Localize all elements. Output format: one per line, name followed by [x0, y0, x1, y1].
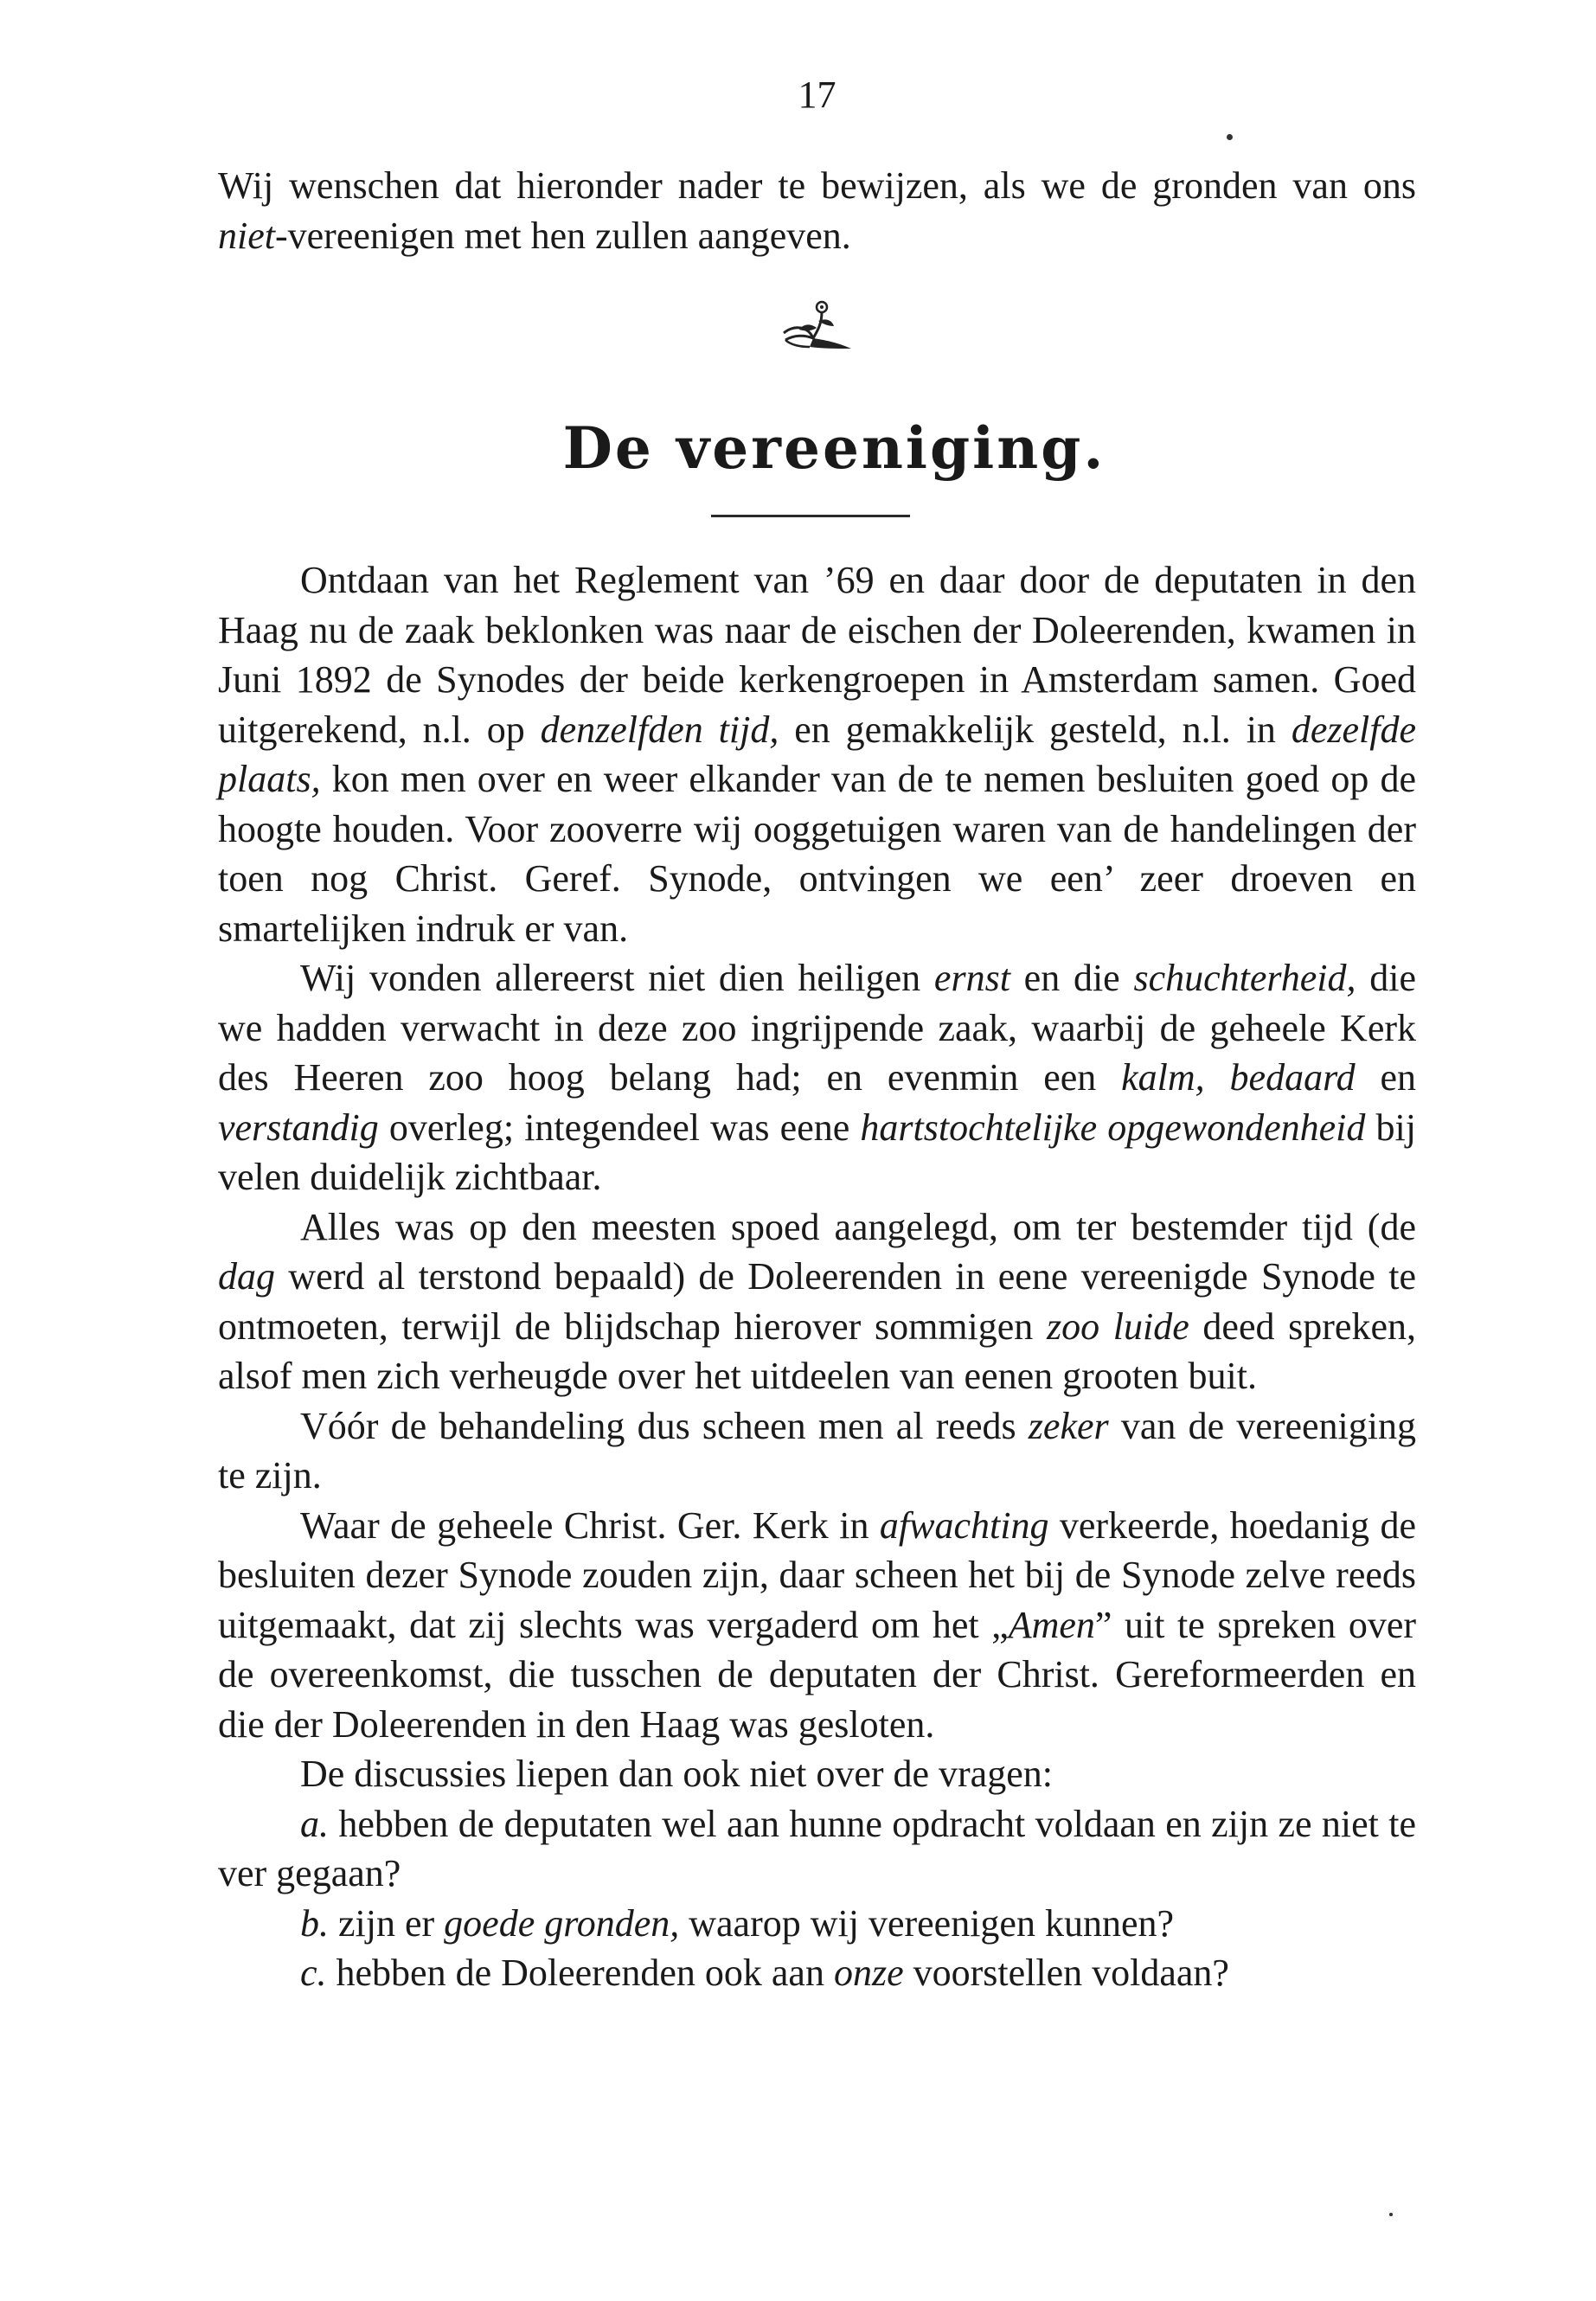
italic-emphasis: hartstochtelijke opgewondenheid — [860, 1106, 1366, 1149]
italic-emphasis: Amen — [1008, 1603, 1095, 1646]
paragraph-voor-de-behandeling: Vóór de behandeling dus scheen men al reeds zeker van de vereeniging te zijn. — [218, 1404, 1416, 1497]
heading-divider — [711, 515, 910, 517]
print-speck — [1227, 134, 1233, 140]
italic-emphasis: kalm, bedaard — [1121, 1056, 1356, 1099]
section-heading: De vereeniging. — [562, 414, 1106, 482]
intro-paragraph: Wij wenschen dat hieronder nader te bewijzen, als we de gronden van ons niet-vereenigen met hen zullen aangeven. — [218, 164, 1416, 257]
italic-emphasis: b. — [300, 1901, 329, 1945]
list-item-c: c. hebben de Doleerenden ook aan onze voorstellen voldaan? — [300, 1952, 1229, 1994]
italic-emphasis: onze — [833, 1952, 904, 1994]
paragraph-wij-vonden: Wij vonden allereerst niet dien heiligen ernst en die schuchterheid, die we hadden verwacht in deze zoo ingrijpende zaak, waarbij de geheele Kerk des Heeren zoo hoog belang had; en evenmin een kalm, bedaard en verstandig overleg; integendeel was eene hartstochtelijke opgewondenheid bij velen duidelijk zichtbaar. — [218, 957, 1417, 1198]
italic-emphasis: denzelfden tijd, — [540, 708, 779, 751]
italic-emphasis: zeker — [1028, 1404, 1109, 1447]
italic-emphasis: a. — [300, 1802, 329, 1845]
italic-emphasis: goede gronden, — [444, 1901, 680, 1945]
flower-vignette-icon — [218, 298, 1416, 359]
flower-vignette-graphic — [779, 298, 856, 359]
book-page — [218, 69, 1416, 1998]
italic-emphasis: dezelfde plaats, — [218, 708, 1416, 800]
body-text — [218, 555, 1416, 1998]
italic-emphasis: schuchterheid, — [1133, 957, 1356, 999]
italic-emphasis: ernst — [933, 957, 1010, 999]
italic-emphasis: zoo luide — [1046, 1304, 1189, 1348]
paragraph-discussies: De discussies liepen dan ook niet over de vragen: — [300, 1753, 1053, 1795]
italic-emphasis: afwachting — [879, 1503, 1049, 1547]
paragraph-ontdaan: Ontdaan van het Reglement van ’69 en daar door de deputaten in den Haag nu de zaak beklonken was naar de eischen der Doleerenden, kwamen in Juni 1892 de Synodes der beide kerkengroepen in Amsterdam samen. Goed uitgerekend, n.l. op denzelfden tijd, en gemakkelijk gesteld, n.l. in dezelfde plaats, kon men over en weer elkander van de te nemen besluiten goed op de hoogte houden. Voor zooverre wij ooggetuigen waren van de handelingen der toen nog Christ. Geref. Synode, ontvingen we een’ zeer droeven en smartelijken indruk er van. — [218, 559, 1416, 950]
italic-emphasis: dag — [218, 1255, 275, 1298]
paragraph-alles: Alles was op den meesten spoed aangelegd, om ter bestemder tijd (de dag werd al terstond bepaald) de Doleerenden in eene vereenigde Synode te ontmoeten, terwijl de blijdschap hierover sommigen zoo luide deed spreken, alsof men zich verheugde over het uitdeelen van eenen grooten buit. — [218, 1205, 1416, 1397]
page-number: 17 — [798, 74, 836, 116]
italic-emphasis: niet — [218, 214, 275, 257]
list-item-a: a. hebben de deputaten wel aan hunne opdracht voldaan en zijn ze niet te ver gegaan? — [218, 1802, 1416, 1894]
list-item-b: b. zijn er goede gronden, waarop wij vereenigen kunnen? — [300, 1901, 1175, 1945]
paragraph-waar-de-geheele: Waar de geheele Christ. Ger. Kerk in afwachting verkeerde, hoedanig de besluiten dezer Synode zouden zijn, daar scheen het bij de Synode zelve reeds uitgemaakt, dat zij slechts was vergaderd om het „Amen” uit te spreken over de overeenkomst, die tusschen de deputaten der Christ. Gereformeerden en die der Doleerenden in den Haag was gesloten. — [218, 1503, 1417, 1746]
italic-emphasis: c. — [300, 1952, 327, 1994]
print-speck — [1389, 2213, 1393, 2216]
italic-emphasis: verstandig — [218, 1106, 379, 1149]
